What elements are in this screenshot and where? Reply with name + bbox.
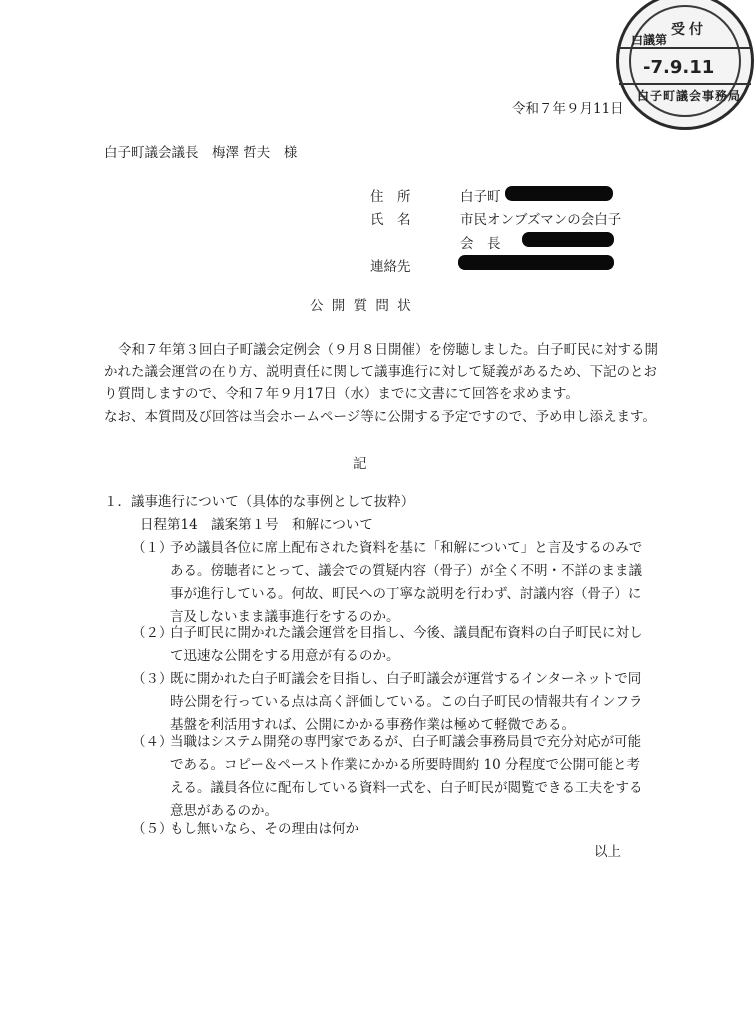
question-line: 意思があるのか。 xyxy=(170,803,278,819)
organization-name: 市民オンブズマンの会白子 xyxy=(460,212,622,228)
contact-label: 連絡先 xyxy=(370,259,411,275)
question-line: 言及しないまま議事進行をするのか。 xyxy=(170,609,400,625)
question-number: （２） xyxy=(132,625,173,641)
question-line: 予め議員各位に席上配布された資料を基に「和解について」と言及するのみで xyxy=(170,540,643,556)
question-number: （１） xyxy=(132,540,173,556)
question-number: （４） xyxy=(132,734,173,750)
question-line: である。コピー＆ペースト作業にかかる所要時間約 10 分程度で公開可能と考 xyxy=(170,757,641,773)
address-value: 白子町 xyxy=(460,189,501,205)
ki-marker: 記 xyxy=(353,456,367,472)
redaction-contact xyxy=(458,255,614,270)
address-label: 住 所 xyxy=(370,189,411,205)
question-line: 事が進行している。何故、町民への丁寧な説明を行わず、討議内容（骨子）に xyxy=(170,586,642,602)
question-3-text xyxy=(170,667,643,735)
question-line: える。議員各位に配布している資料一式を、白子町民が閲覧できる工夫をする xyxy=(170,780,643,796)
intro-line: り質問しますので、令和７年９月17日（水）までに文書にて回答を求めます。 xyxy=(104,386,579,402)
name-label: 氏 名 xyxy=(370,212,411,228)
redaction-name xyxy=(522,232,614,247)
section-subheading: 日程第14 議案第１号 和解について xyxy=(140,517,373,533)
reception-stamp xyxy=(616,0,754,130)
intro-paragraph xyxy=(0,338,724,428)
question-line: 白子町民に開かれた議会運営を目指し、今後、議員配布資料の白子町民に対し xyxy=(170,625,643,641)
intro-line: かれた議会運営の在り方、説明責任に関して議事進行に対して疑義があるため、下記のとお xyxy=(104,364,657,380)
question-line: ある。傍聴者にとって、議会での質疑内容（骨子）が全く不明・不詳のまま議 xyxy=(170,563,642,579)
question-line: 当職はシステム開発の専門家であるが、白子町議会事務局員で充分対応が可能 xyxy=(170,734,642,750)
closing-ijou: 以上 xyxy=(594,844,621,860)
stamp-bottom-text: 白子町議会事務局 xyxy=(637,89,742,103)
section-heading: １．議事進行について（具体的な事例として抜粋） xyxy=(104,494,415,510)
stamp-divider-bottom xyxy=(619,83,751,85)
addressee: 白子町議会議長 梅澤 哲夫 様 xyxy=(104,145,298,161)
question-2-text xyxy=(170,621,643,666)
question-1-text xyxy=(170,536,643,626)
document-title: 公 開 質 問 状 xyxy=(310,298,413,314)
question-line: 時公開を行っている点は高く評価している。この白子町民の情報共有インフラ xyxy=(170,694,643,710)
question-number: （５） xyxy=(132,821,173,837)
intro-line: 令和７年第３回白子町議会定例会（９月８日開催）を傍聴しました。白子町民に対する開 xyxy=(118,342,658,358)
document-date: 令和７年９月11日 xyxy=(512,101,624,117)
question-line: 基盤を利活用すれば、公開にかかる事務作業は極めて軽微である。 xyxy=(170,717,575,733)
question-5-text: もし無いなら、その理由は何か xyxy=(170,821,359,837)
question-number: （３） xyxy=(132,671,173,687)
redaction-address xyxy=(505,186,613,201)
question-4-text xyxy=(170,730,643,820)
representative-title: 会 長 xyxy=(460,236,501,252)
question-line: 既に開かれた白子町議会を目指し、白子町議会が運営するインターネットで同 xyxy=(170,671,642,687)
stamp-top-text: 受付 xyxy=(671,22,707,38)
stamp-date: -7.9.11 xyxy=(643,57,715,78)
question-line: て迅速な公開をする用意が有るのか。 xyxy=(170,648,400,664)
intro-line: なお、本質問及び回答は当会ホームページ等に公開する予定ですので、予め申し添えます。 xyxy=(104,409,656,425)
stamp-left-text: 白議第 xyxy=(631,33,668,47)
